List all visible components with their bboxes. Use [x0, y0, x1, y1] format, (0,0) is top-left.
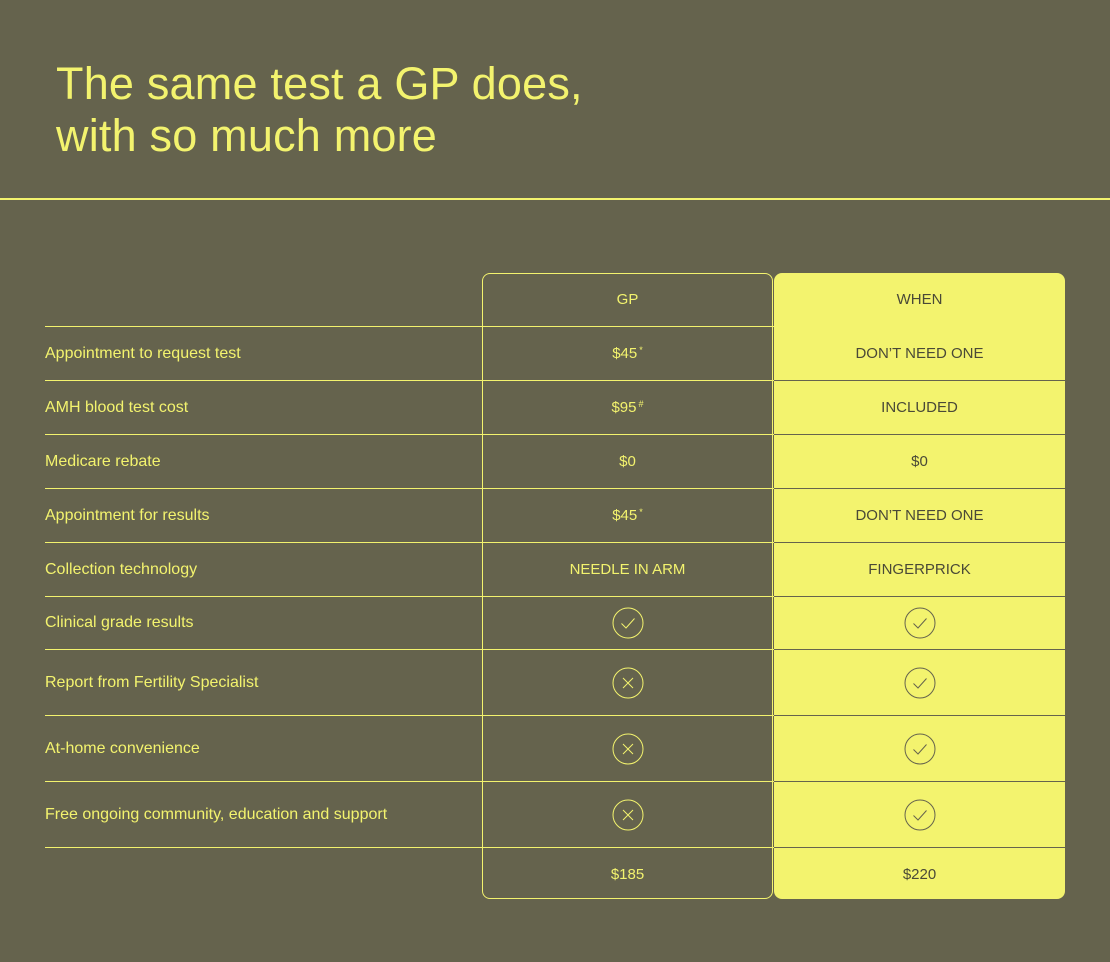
when-value: DON’T NEED ONE: [855, 345, 984, 362]
when-value: DON’T NEED ONE: [855, 507, 984, 524]
table-row: [45, 543, 1065, 597]
row-label: Collection technology: [45, 560, 198, 578]
x-circle-icon: [612, 799, 644, 831]
table-row: [45, 435, 1065, 489]
when-value: FINGERPRICK: [868, 561, 971, 578]
check-circle-icon: [612, 607, 644, 639]
gp-value: $0: [619, 453, 636, 470]
page-title: [56, 58, 583, 162]
when-value: [774, 799, 1065, 831]
column-header-gp: GP: [616, 291, 639, 308]
when-value: INCLUDED: [881, 399, 958, 416]
gp-value-text: $95: [611, 399, 637, 416]
footnote-mark: #: [638, 398, 644, 409]
comparison-rows: [45, 273, 1065, 900]
gp-value: [482, 399, 773, 416]
gp-value: [482, 345, 773, 362]
when-value: [774, 667, 1065, 699]
check-circle-icon: [904, 667, 936, 699]
table-row: [45, 650, 1065, 716]
table-row: [45, 597, 1065, 650]
page-title-line-2: with so much more: [56, 110, 438, 161]
column-header-when: WHEN: [896, 291, 943, 308]
when-total: $220: [902, 865, 937, 883]
table-row: [45, 782, 1065, 848]
when-value: [774, 733, 1065, 765]
footnote-mark: *: [639, 506, 643, 517]
header-divider: [0, 198, 1110, 200]
gp-total: $185: [610, 865, 645, 883]
row-label: Report from Fertility Specialist: [45, 673, 259, 691]
x-circle-icon: [612, 667, 644, 699]
gp-value: NEEDLE IN ARM: [569, 561, 686, 578]
x-circle-icon: [612, 733, 644, 765]
gp-value: [482, 799, 773, 831]
gp-value: [482, 733, 773, 765]
row-label: Appointment to request test: [45, 344, 241, 362]
check-circle-icon: [904, 733, 936, 765]
check-circle-icon: [904, 799, 936, 831]
table-row: [45, 716, 1065, 782]
table-row: [45, 489, 1065, 543]
table-row: [45, 381, 1065, 435]
when-value: [774, 607, 1065, 639]
row-label: AMH blood test cost: [45, 398, 189, 416]
gp-value: [482, 667, 773, 699]
comparison-table: [45, 273, 1065, 899]
table-row: [45, 327, 1065, 381]
check-circle-icon: [904, 607, 936, 639]
row-label: Medicare rebate: [45, 452, 161, 470]
gp-value-text: $45: [612, 345, 638, 362]
row-label: Free ongoing community, education and support: [45, 805, 388, 823]
table-header-row: [45, 273, 1065, 327]
row-label: Clinical grade results: [45, 614, 194, 631]
gp-value-text: $45: [612, 507, 638, 524]
gp-value: [482, 607, 773, 639]
totals-row: [45, 848, 1065, 900]
gp-value: [482, 507, 773, 524]
row-label: Appointment for results: [45, 506, 210, 524]
page-title-line-1: The same test a GP does,: [56, 58, 583, 109]
footnote-mark: *: [639, 344, 643, 355]
row-label: At-home convenience: [45, 739, 200, 757]
when-value: $0: [911, 453, 928, 470]
